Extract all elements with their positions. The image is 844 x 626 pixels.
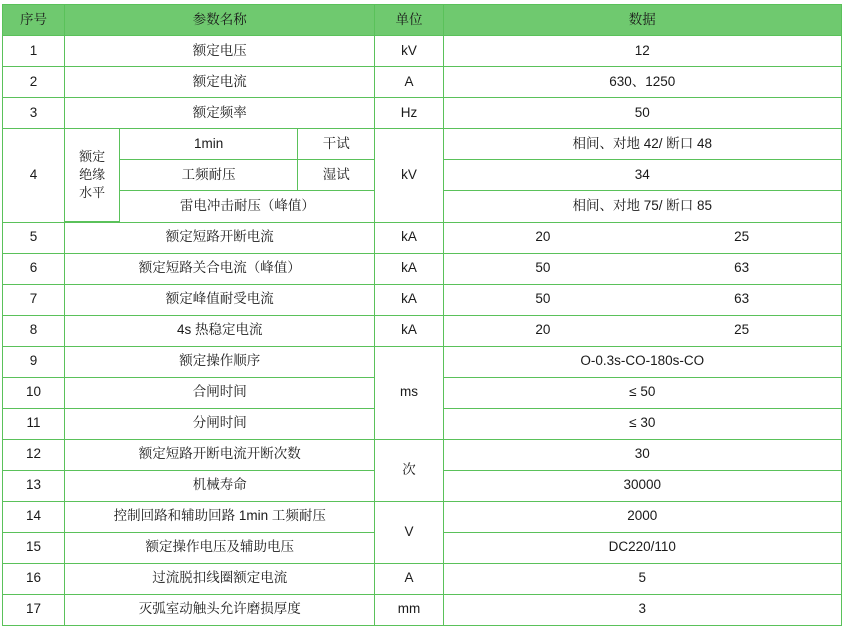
- row-name: 控制回路和辅助回路 1min 工频耐压: [65, 501, 375, 532]
- row-data: 相间、对地 42/ 断口 48: [443, 129, 842, 160]
- insulation-group-cell: [65, 129, 375, 223]
- row-data: 30: [443, 439, 842, 470]
- row-name: 额定操作电压及辅助电压: [65, 532, 375, 563]
- table-body: [3, 36, 842, 626]
- row-unit: A: [375, 563, 443, 594]
- insulation-mid-power-frequency: 工频耐压: [120, 160, 298, 191]
- row-data: O-0.3s-CO-180s-CO: [443, 346, 842, 377]
- row-name: 灭弧室动触头允许磨损厚度: [65, 594, 375, 625]
- row-name: 额定峰值耐受电流: [65, 284, 375, 315]
- row-data-left: 50: [535, 291, 551, 307]
- row-unit: kV: [375, 36, 443, 67]
- header-no: 序号: [3, 5, 65, 36]
- row-no: 1: [3, 36, 65, 67]
- row-unit-merged-times: 次: [375, 439, 443, 501]
- row-data-left: 50: [535, 260, 551, 276]
- row-no: 4: [3, 129, 65, 223]
- insulation-lightning-impulse: 雷电冲击耐压（峰值）: [120, 191, 375, 222]
- insulation-mid-1min: 1min: [120, 129, 298, 160]
- table-row: [3, 501, 842, 532]
- row-unit: kV: [375, 129, 443, 223]
- row-data: 50: [443, 98, 842, 129]
- row-data: 30000: [443, 470, 842, 501]
- row-data: 相间、对地 75/ 断口 85: [443, 191, 842, 222]
- row-no: 3: [3, 98, 65, 129]
- insulation-sub-wet: 湿试: [298, 160, 375, 191]
- row-data-right: 25: [734, 229, 750, 245]
- row-data-split: [443, 284, 842, 315]
- row-data: ≤ 30: [443, 408, 842, 439]
- row-unit: Hz: [375, 98, 443, 129]
- row-data: 2000: [443, 501, 842, 532]
- table-row-insulation: [3, 129, 842, 160]
- row-data-right: 63: [734, 291, 750, 307]
- row-data-right: 25: [734, 322, 750, 338]
- row-no: 17: [3, 594, 65, 625]
- row-name: 机械寿命: [65, 470, 375, 501]
- header-parameter-name: 参数名称: [65, 5, 375, 36]
- row-unit-merged-volt: V: [375, 501, 443, 563]
- row-name: 额定电压: [65, 36, 375, 67]
- row-no: 13: [3, 470, 65, 501]
- header-data: 数据: [443, 5, 842, 36]
- table-row: [3, 315, 842, 346]
- row-data: 34: [443, 160, 842, 191]
- row-name: 额定操作顺序: [65, 346, 375, 377]
- row-data-split: [443, 315, 842, 346]
- table-header: [3, 5, 842, 36]
- row-data: 5: [443, 563, 842, 594]
- table-row: [3, 439, 842, 470]
- row-name: 额定短路开断电流开断次数: [65, 439, 375, 470]
- row-no: 10: [3, 377, 65, 408]
- row-data-left: 20: [535, 322, 551, 338]
- table-row: [3, 67, 842, 98]
- row-no: 12: [3, 439, 65, 470]
- row-unit: kA: [375, 222, 443, 253]
- row-no: 11: [3, 408, 65, 439]
- row-no: 7: [3, 284, 65, 315]
- insulation-label-line2: 绝缘: [79, 166, 106, 182]
- row-no: 2: [3, 67, 65, 98]
- row-unit: kA: [375, 315, 443, 346]
- row-name: 分闸时间: [65, 408, 375, 439]
- row-no: 5: [3, 222, 65, 253]
- insulation-sub-dry: 干试: [298, 129, 375, 160]
- row-no: 9: [3, 346, 65, 377]
- row-no: 6: [3, 253, 65, 284]
- row-data: 3: [443, 594, 842, 625]
- row-data: 12: [443, 36, 842, 67]
- row-no: 15: [3, 532, 65, 563]
- row-name: 额定短路开断电流: [65, 222, 375, 253]
- table-row: [3, 563, 842, 594]
- insulation-subrow: [65, 129, 374, 160]
- table-row: [3, 222, 842, 253]
- row-unit: mm: [375, 594, 443, 625]
- row-name: 额定电流: [65, 67, 375, 98]
- row-unit: kA: [375, 284, 443, 315]
- table-row: [3, 253, 842, 284]
- table-row: [3, 98, 842, 129]
- insulation-group-label: [65, 129, 120, 221]
- row-no: 16: [3, 563, 65, 594]
- row-unit: A: [375, 67, 443, 98]
- row-name: 额定频率: [65, 98, 375, 129]
- header-unit: 单位: [375, 5, 443, 36]
- table-row: [3, 284, 842, 315]
- row-data-split: [443, 222, 842, 253]
- row-name: 4s 热稳定电流: [65, 315, 375, 346]
- row-no: 14: [3, 501, 65, 532]
- row-data: 630、1250: [443, 67, 842, 98]
- specification-table: [2, 4, 842, 626]
- table-row: [3, 594, 842, 625]
- insulation-label-line3: 水平: [79, 184, 106, 200]
- insulation-inner-table: [65, 129, 374, 222]
- row-data-right: 63: [734, 260, 750, 276]
- row-data-split: [443, 253, 842, 284]
- row-data-left: 20: [535, 229, 551, 245]
- table-row: [3, 36, 842, 67]
- row-unit-merged-ms: ms: [375, 346, 443, 439]
- row-no: 8: [3, 315, 65, 346]
- row-data: DC220/110: [443, 532, 842, 563]
- row-name: 额定短路关合电流（峰值）: [65, 253, 375, 284]
- row-name: 过流脱扣线圈额定电流: [65, 563, 375, 594]
- insulation-label-line1: 额定: [79, 149, 106, 165]
- table-row: [3, 346, 842, 377]
- row-unit: kA: [375, 253, 443, 284]
- header-row: [3, 5, 842, 36]
- row-data: ≤ 50: [443, 377, 842, 408]
- row-name: 合闸时间: [65, 377, 375, 408]
